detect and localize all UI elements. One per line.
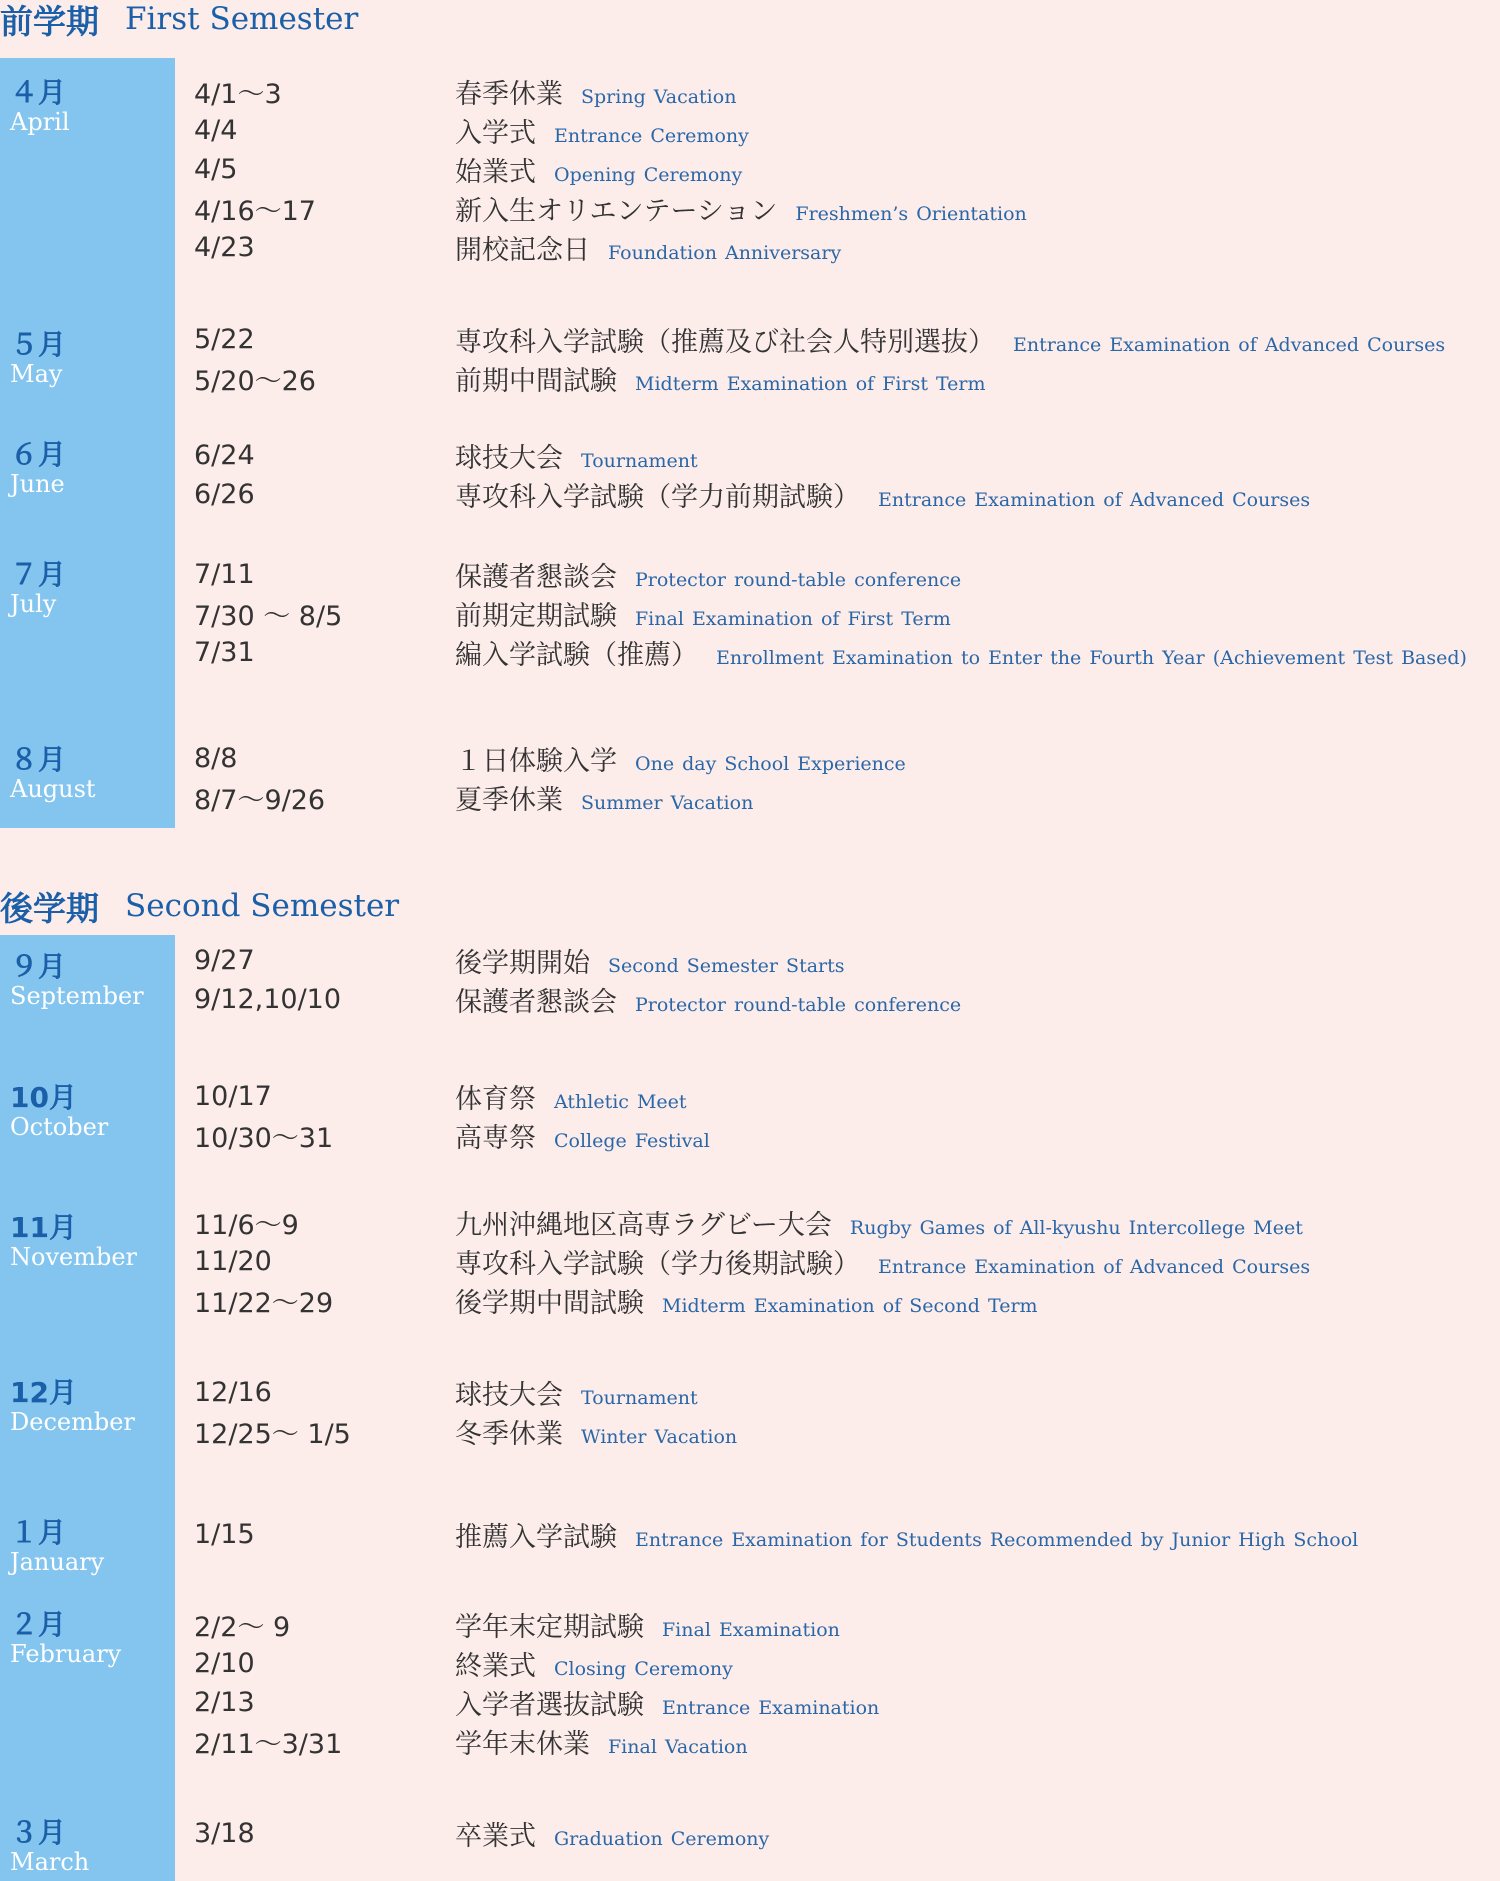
event-name-jp: 始業式 [455, 157, 536, 188]
semester-title-en: First Semester [125, 1, 359, 37]
event-row [0, 778, 1500, 817]
month-jp: ４月 [10, 76, 67, 109]
event-row [0, 1605, 1500, 1644]
event-date: 8/8 [194, 743, 238, 774]
event-name-jp: 高専祭 [455, 1123, 536, 1154]
month-en: April [10, 108, 70, 136]
event-date: 2/10 [194, 1648, 255, 1679]
event-row [0, 1722, 1500, 1761]
event-date: 4/5 [194, 154, 238, 185]
event-date: 5/22 [194, 324, 255, 355]
event-date: 11/20 [194, 1246, 272, 1277]
event-date: 3/18 [194, 1818, 255, 1849]
month-jp: １月 [10, 1516, 67, 1549]
event-name-jp: 編入学試験（推薦） [455, 640, 698, 671]
event-name-jp: 入学者選抜試験 [455, 1690, 644, 1721]
event-name-en: Final Examination of First Term [635, 608, 951, 630]
event-row [0, 436, 1500, 475]
event-name-en: Closing Ceremony [554, 1658, 733, 1680]
event-name-en: Entrance Ceremony [554, 125, 749, 147]
event-name-en: Athletic Meet [554, 1091, 687, 1113]
event-name-en: Entrance Examination [662, 1697, 880, 1719]
event-name-en: Midterm Examination of Second Term [662, 1295, 1038, 1317]
month-jp: ６月 [10, 438, 67, 471]
event-name-en: Protector round-table conference [635, 994, 962, 1016]
event-row [0, 1203, 1500, 1242]
event-date: 4/23 [194, 232, 255, 263]
event-row [0, 228, 1500, 267]
semester-title-en: Second Semester [125, 888, 400, 924]
month-jp: ８月 [10, 743, 67, 776]
event-row [0, 1683, 1500, 1722]
month-en: September [10, 982, 144, 1010]
event-name-jp: 卒業式 [455, 1821, 536, 1852]
month-en: February [10, 1640, 122, 1668]
event-name-en: Final Vacation [608, 1736, 748, 1758]
event-row [0, 475, 1500, 514]
event-name-en: Second Semester Starts [608, 955, 845, 977]
event-name-jp: 専攻科入学試験（推薦及び社会人特別選抜） [455, 327, 995, 358]
event-name-jp: 学年末定期試験 [455, 1612, 644, 1643]
event-name-jp: 開校記念日 [455, 235, 590, 266]
event-row [0, 739, 1500, 778]
event-date: 7/31 [194, 637, 255, 668]
event-name-en: Enrollment Examination to Enter the Fourth Year (Achievement Test Based) [716, 647, 1467, 669]
semester-heading [0, 0, 358, 44]
event-date: 11/6～9 [194, 1210, 299, 1241]
event-date: 2/13 [194, 1687, 255, 1718]
event-name-jp: 後学期中間試験 [455, 1288, 644, 1319]
event-date: 6/24 [194, 440, 255, 471]
month-en: January [10, 1548, 105, 1576]
event-row [0, 72, 1500, 111]
event-date: 7/11 [194, 559, 255, 590]
event-row [0, 359, 1500, 398]
event-date: 7/30 ～ 8/5 [194, 601, 343, 632]
month-en: June [10, 470, 65, 498]
month-jp: 12月 [10, 1376, 77, 1409]
event-name-jp: 体育祭 [455, 1084, 536, 1115]
event-row [0, 320, 1500, 359]
event-date: 11/22～29 [194, 1288, 334, 1319]
event-name-jp: １日体験入学 [455, 746, 617, 777]
event-name-en: Entrance Examination of Advanced Courses [878, 489, 1311, 511]
month-en: May [10, 360, 63, 388]
event-row [0, 1242, 1500, 1281]
event-name-en: Spring Vacation [581, 86, 737, 108]
event-name-jp: 前期定期試験 [455, 601, 617, 632]
event-name-jp: 新入生オリエンテーション [455, 196, 778, 227]
month-jp: ２月 [10, 1608, 67, 1641]
event-name-jp: 球技大会 [455, 443, 563, 474]
event-date: 5/20～26 [194, 366, 316, 397]
event-date: 12/16 [194, 1377, 272, 1408]
event-name-en: Winter Vacation [581, 1426, 738, 1448]
semester-heading [0, 881, 399, 931]
event-date: 10/17 [194, 1081, 272, 1112]
event-name-en: Final Examination [662, 1619, 840, 1641]
event-name-en: Entrance Examination of Advanced Courses [1013, 334, 1446, 356]
event-date: 2/11～3/31 [194, 1729, 343, 1760]
event-name-en: One day School Experience [635, 753, 906, 775]
event-date: 4/16～17 [194, 196, 316, 227]
event-row [0, 594, 1500, 633]
semester-title-jp: 後学期 [0, 888, 99, 928]
month-en: October [10, 1113, 109, 1141]
month-en: November [10, 1243, 138, 1271]
event-name-jp: 春季休業 [455, 79, 563, 110]
event-row [0, 1281, 1500, 1320]
event-name-jp: 後学期開始 [455, 948, 590, 979]
month-jp: ５月 [10, 328, 67, 361]
event-date: 6/26 [194, 479, 255, 510]
month-jp: ３月 [10, 1816, 67, 1849]
event-date: 8/7～9/26 [194, 785, 326, 816]
event-row [0, 1515, 1500, 1554]
event-name-en: Rugby Games of All-kyushu Intercollege Meet [849, 1217, 1303, 1239]
month-en: March [10, 1848, 90, 1876]
event-name-jp: 学年末休業 [455, 1729, 590, 1760]
event-name-jp: 専攻科入学試験（学力前期試験） [455, 482, 860, 513]
event-name-jp: 夏季休業 [455, 785, 563, 816]
event-date: 4/1～3 [194, 79, 282, 110]
month-jp: 10月 [10, 1081, 77, 1114]
event-name-en: Foundation Anniversary [608, 242, 842, 264]
month-en: December [10, 1408, 135, 1436]
event-name-en: Tournament [581, 1387, 698, 1409]
month-jp: ９月 [10, 950, 67, 983]
event-row [0, 555, 1500, 594]
event-name-jp: 推薦入学試験 [455, 1522, 617, 1553]
event-name-jp: 終業式 [455, 1651, 536, 1682]
event-name-jp: 冬季休業 [455, 1419, 563, 1450]
event-name-en: Tournament [581, 450, 698, 472]
month-jp: ７月 [10, 558, 67, 591]
event-name-jp: 入学式 [455, 118, 536, 149]
event-row [0, 111, 1500, 150]
event-row [0, 633, 1500, 672]
event-name-jp: 保護者懇談会 [455, 562, 617, 593]
event-date: 9/27 [194, 945, 255, 976]
event-name-en: Midterm Examination of First Term [635, 373, 986, 395]
event-row [0, 980, 1500, 1019]
event-date: 4/4 [194, 115, 238, 146]
event-name-jp: 専攻科入学試験（学力後期試験） [455, 1249, 860, 1280]
event-name-en: Entrance Examination for Students Recommended by Junior High School [635, 1529, 1359, 1551]
event-name-en: Freshmen’s Orientation [795, 203, 1027, 225]
event-name-en: Opening Ceremony [554, 164, 743, 186]
month-jp: 11月 [10, 1211, 77, 1244]
event-row [0, 1373, 1500, 1412]
event-date: 9/12,10/10 [194, 984, 342, 1015]
event-name-en: Graduation Ceremony [554, 1828, 770, 1850]
event-row [0, 1077, 1500, 1116]
event-row [0, 189, 1500, 228]
event-name-jp: 前期中間試験 [455, 366, 617, 397]
event-row [0, 150, 1500, 189]
event-date: 1/15 [194, 1519, 255, 1550]
event-name-jp: 球技大会 [455, 1380, 563, 1411]
month-en: July [10, 590, 57, 618]
semester-title-jp: 前学期 [0, 1, 99, 41]
event-row [0, 1412, 1500, 1451]
event-date: 10/30～31 [194, 1123, 334, 1154]
event-date: 2/2～ 9 [194, 1612, 291, 1643]
event-row [0, 1644, 1500, 1683]
event-name-jp: 保護者懇談会 [455, 987, 617, 1018]
event-date: 12/25～ 1/5 [194, 1419, 351, 1450]
event-row [0, 1116, 1500, 1155]
event-name-en: Summer Vacation [581, 792, 754, 814]
event-row [0, 1814, 1500, 1853]
event-row [0, 941, 1500, 983]
event-name-en: College Festival [554, 1130, 710, 1152]
event-name-en: Entrance Examination of Advanced Courses [878, 1256, 1311, 1278]
event-name-jp: 九州沖縄地区高専ラグビー大会 [455, 1210, 832, 1241]
event-name-en: Protector round-table conference [635, 569, 962, 591]
month-en: August [10, 775, 96, 803]
